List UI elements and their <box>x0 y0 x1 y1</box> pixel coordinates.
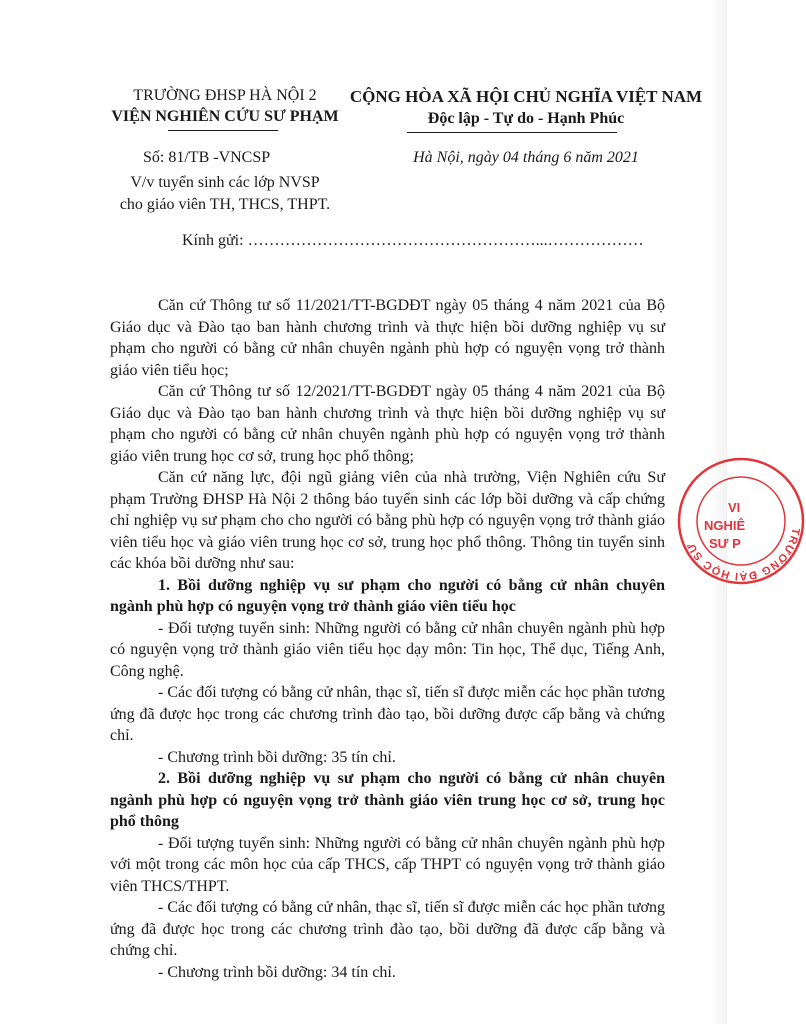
institute-name: VIỆN NGHIÊN CỨU SƯ PHẠM <box>111 108 339 125</box>
section-1-target: - Đối tượng tuyển sinh: Những người có bằng cử nhân chuyên ngành phù hợp có nguyện vọng trở thành giáo viên tiểu học dạy môn: Tin học, Thể dục, Tiếng Anh, Công nghệ. <box>110 619 665 680</box>
subject-line-2: cho giáo viên TH, THCS, THPT. <box>119 196 331 213</box>
motto-underline <box>407 132 617 133</box>
document-subject <box>100 172 350 216</box>
document-date: Hà Nội, ngày 04 tháng 6 năm 2021 <box>413 149 639 166</box>
section-1-exemption: - Các đối tượng có bằng cử nhân, thạc sĩ, tiến sĩ được miễn các học phần tương ứng đã được học trong các chương trình đào tạo, bồi dưỡng được cấp bằng và chứng chỉ. <box>110 684 665 744</box>
header-right <box>348 86 704 130</box>
section-2-credits: - Chương trình bồi dưỡng: 34 tín chỉ. <box>158 963 396 981</box>
section-2-exemption: - Các đối tượng có bằng cử nhân, thạc sĩ, tiến sĩ được miễn các học phần tương ứng đã được học trong các chương trình đào tạo, bồi dưỡng đã được cấp bằng và chứng chỉ. <box>110 899 665 959</box>
national-motto: Độc lập - Tự do - Hạnh Phúc <box>427 110 625 127</box>
stamp-line-2: NGHIÊ <box>704 518 746 533</box>
paragraph-legal-basis-2: Căn cứ Thông tư số 12/2021/TT-BGDĐT ngày 05 tháng 4 năm 2021 của Bộ Giáo dục và Đào tạo ban hành chương trình và thực hiện bồi dưỡng nghiệp vụ sư phạm cho người có bằng cử nhân chuyên ngành phù hợp có nguyện vọng trở thành giáo viên trung học cơ sở, trung học phổ thông; <box>110 383 665 465</box>
section-2-target: - Đối tượng tuyển sinh: Những người có bằng cử nhân chuyên ngành phù hợp với một trong các môn học của cấp THCS, cấp THPT có nguyện vọng trở thành giáo viên THCS/THPT. <box>110 834 665 895</box>
section-1-credits: - Chương trình bồi dưỡng: 35 tín chỉ. <box>158 748 396 766</box>
section-1-title: 1. Bồi dưỡng nghiệp vụ sư phạm cho người có bằng cử nhân chuyên ngành phù hợp có nguyện vọng trở thành giáo viên tiểu học <box>110 576 665 615</box>
greeting-line: Kính gửi: ………………………………………………...……………… <box>182 232 644 249</box>
header-left <box>100 86 350 128</box>
stamp-line-1: VI <box>728 500 741 515</box>
document-number: Số: 81/TB -VNCSP <box>143 149 271 166</box>
country-name: CỘNG HÒA XÃ HỘI CHỦ NGHĨA VIỆT NAM <box>349 87 703 106</box>
official-stamp <box>676 456 806 586</box>
paragraph-legal-basis-1: Căn cứ Thông tư số 11/2021/TT-BGDĐT ngày 05 tháng 4 năm 2021 của Bộ Giáo dục và Đào tạo ban hành chương trình và thực hiện bồi dưỡng nghiệp vụ sư phạm cho người có bằng cử nhân chuyên ngành phù hợp có nguyện vọng trở thành giáo viên tiểu học; <box>110 297 665 379</box>
school-name: TRƯỜNG ĐHSP HÀ NỘI 2 <box>133 87 317 104</box>
stamp-line-3: SƯ P <box>709 536 741 551</box>
paragraph-announcement: Căn cứ năng lực, đội ngũ giảng viên của nhà trường, Viện Nghiên cứu Sư phạm Trường ĐHSP Hà Nội 2 thông báo tuyển sinh các lớp bồi dưỡng và cấp chứng chỉ nghiệp vụ sư phạm cho cho người có bằng phù hợp có nguyện vọng trở thành giáo viên tiểu học và giáo viên trung học cơ sở, trung học phổ thông. Thông tin tuyển sinh các khóa bồi dưỡng như sau: <box>110 469 665 572</box>
section-2-title: 2. Bồi dưỡng nghiệp vụ sư phạm cho người có bằng cử nhân chuyên ngành phù hợp có nguyện vọng trở thành giáo viên trung học cơ sở, trung học phổ thông <box>110 770 665 830</box>
institute-underline <box>168 130 278 131</box>
document-body <box>110 295 665 983</box>
subject-line-1: V/v tuyển sinh các lớp NVSP <box>130 174 320 191</box>
stamp-ring-text: TRƯỜNG ĐẠI HỌC SƯ <box>684 526 802 583</box>
